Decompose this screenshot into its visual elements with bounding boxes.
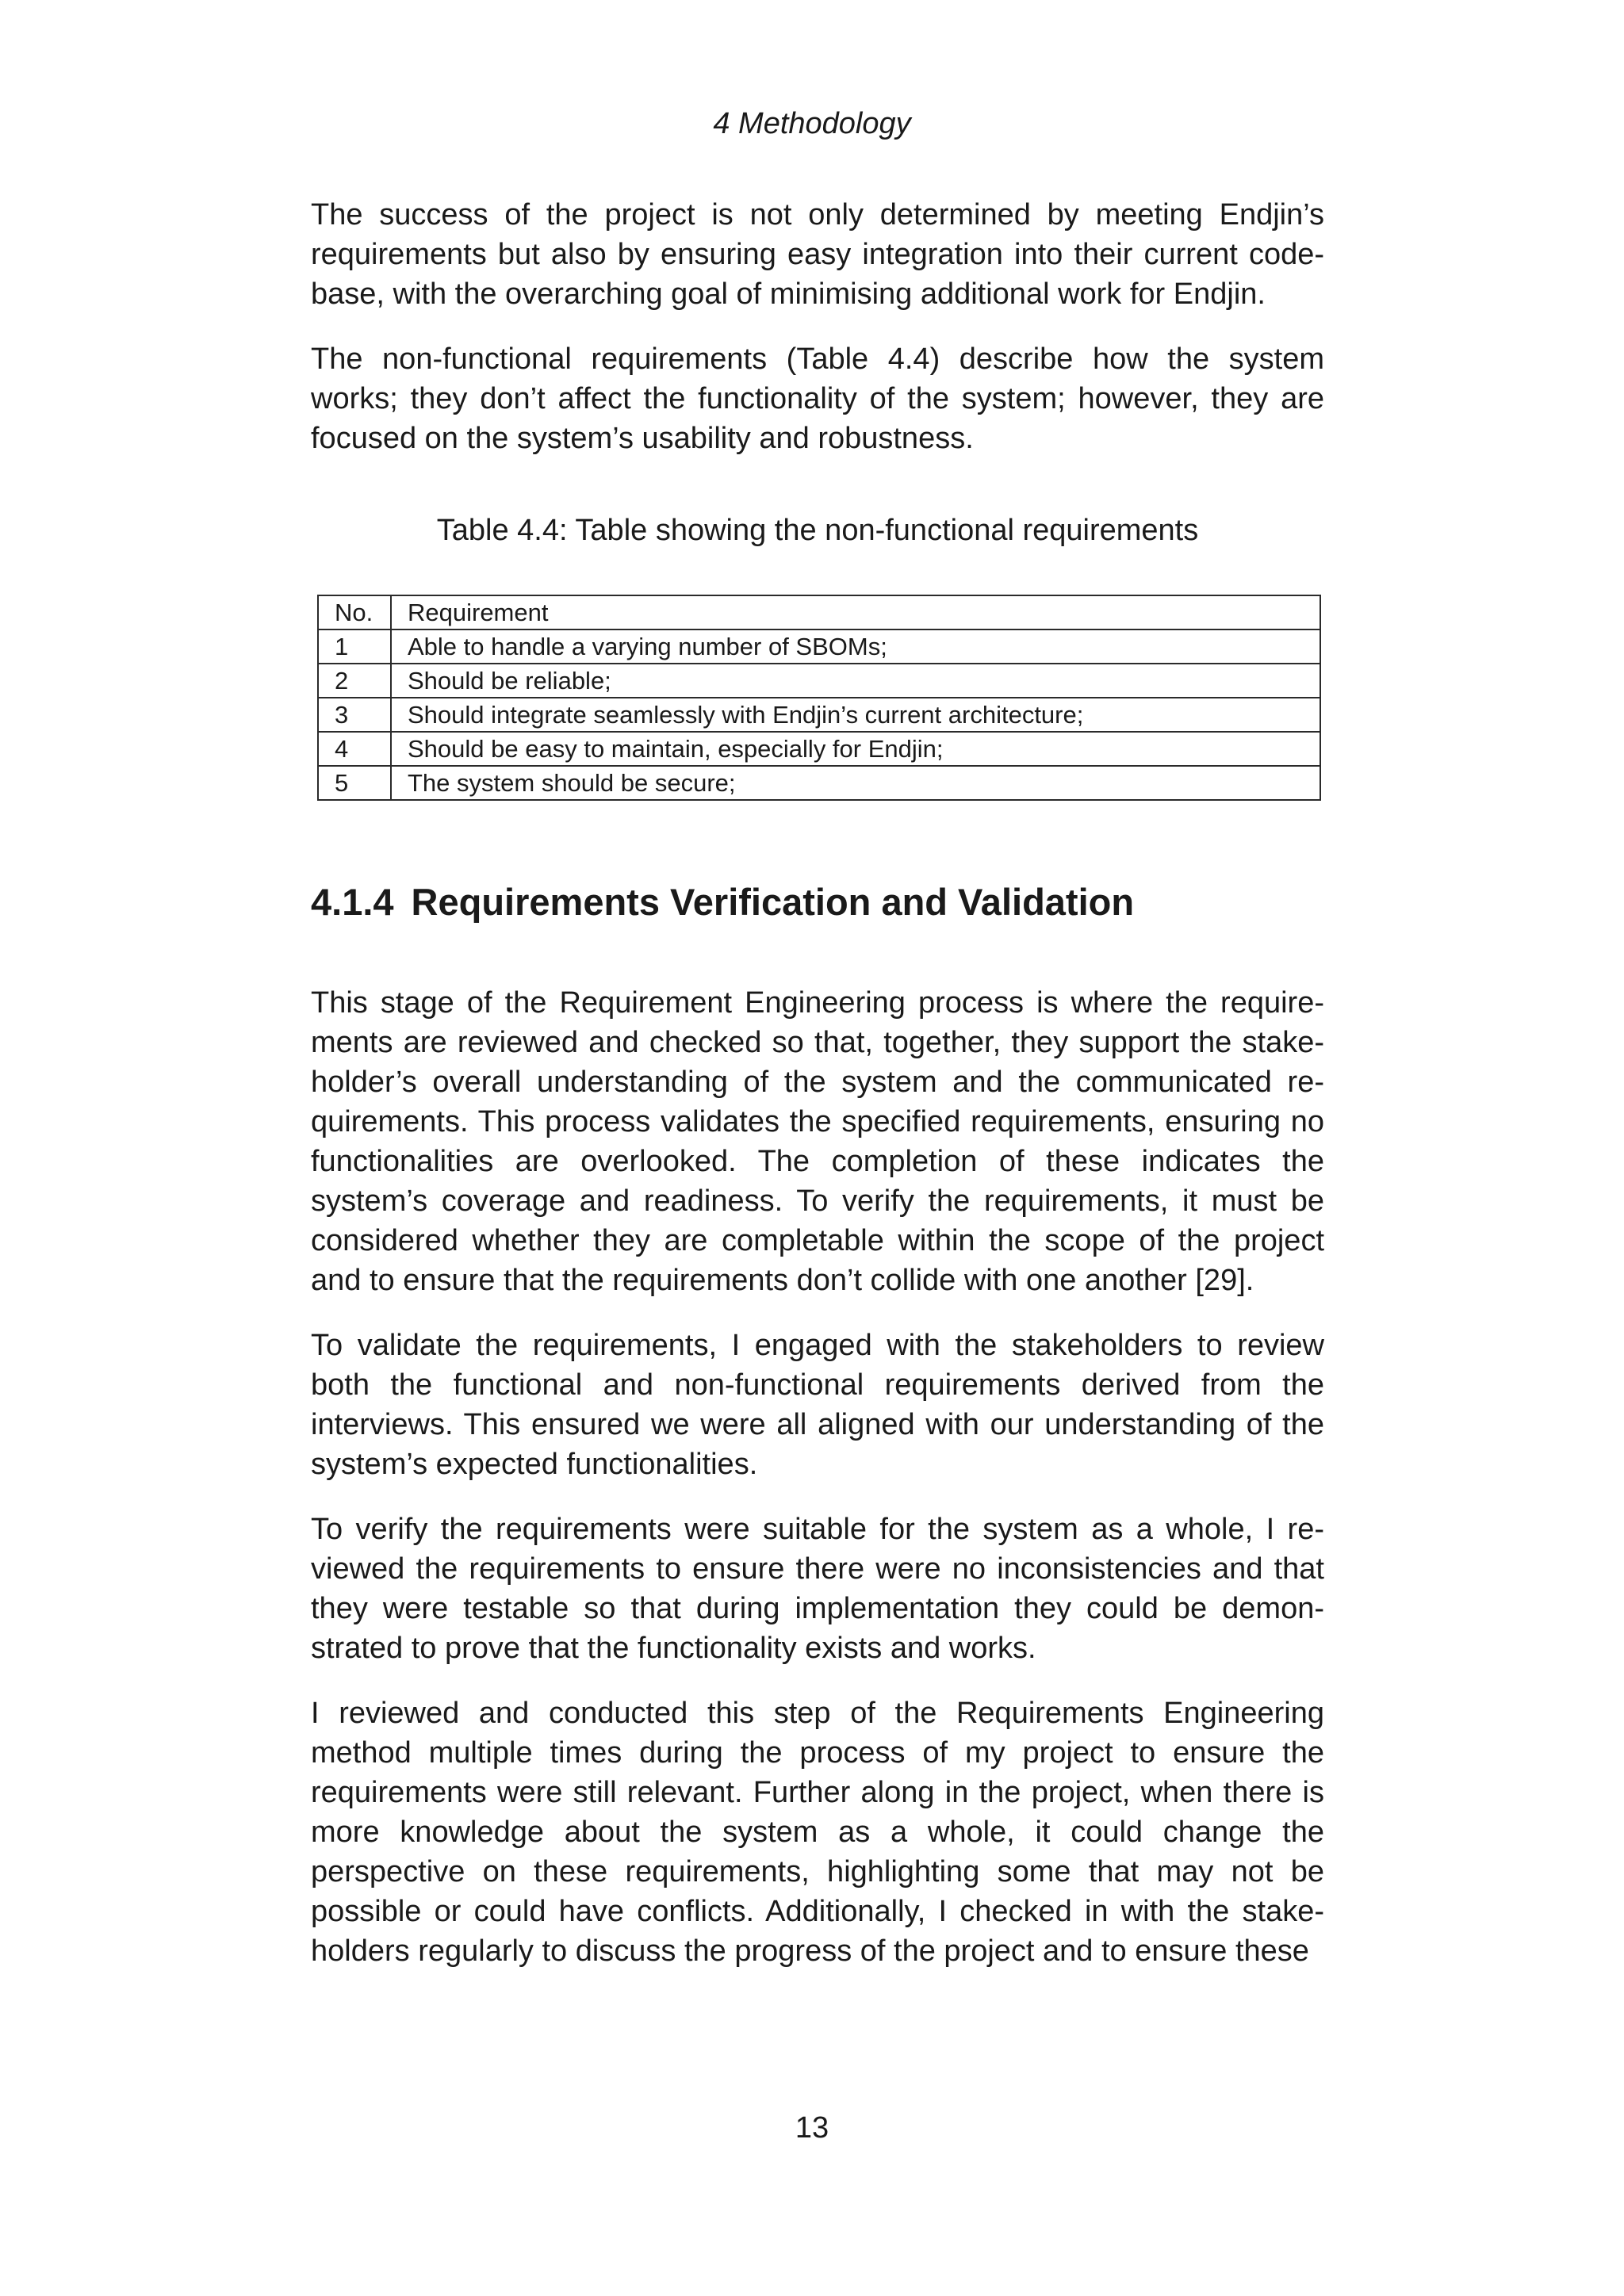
section-heading xyxy=(311,878,1324,926)
section-title: Requirements Verification and Validation xyxy=(411,881,1135,923)
section-paragraph-2: To validate the requirements, I engaged with the stakeholders to review both the functional and non-functional requirements derived from the interviews. This ensured we were all aligned with our understanding of the system’s expected functionalities. xyxy=(311,1329,1324,1481)
table-cell-number: 2 xyxy=(318,664,391,698)
table-cell-requirement: The system should be secure; xyxy=(391,766,1320,800)
requirements-table xyxy=(317,595,1321,801)
table-header-row xyxy=(318,595,1320,629)
table-cell-requirement: Should integrate seamlessly with Endjin’s current architecture; xyxy=(391,698,1320,732)
table-cell-number: 5 xyxy=(318,766,391,800)
table-header-cell: Requirement xyxy=(391,595,1320,629)
table-row xyxy=(318,732,1320,766)
running-header: 4 Methodology xyxy=(713,107,911,140)
table-cell-number: 4 xyxy=(318,732,391,766)
table-cell-requirement: Should be easy to maintain, especially for Endjin; xyxy=(391,732,1320,766)
intro-paragraph-1: The success of the project is not only determined by meeting Endjin’s requirements but also by ensuring easy integration into their current codebase, with the overarching goal of minimising additional work for Endjin. xyxy=(311,198,1324,311)
table-caption: Table 4.4: Table showing the non-functional requirements xyxy=(436,514,1199,547)
table-row xyxy=(318,664,1320,698)
section-paragraph-3: To verify the requirements were suitable for the system as a whole, I reviewed the requirements to ensure there were no inconsistencies and that they were testable so that during implementation they could be demonstrated to prove that the functionality exists and works. xyxy=(311,1513,1324,1665)
table-row xyxy=(318,629,1320,664)
table-header-cell: No. xyxy=(318,595,391,629)
table-cell-number: 1 xyxy=(318,629,391,664)
page-number: 13 xyxy=(795,2111,829,2145)
page-content xyxy=(311,195,1324,1996)
section-number: 4.1.4 xyxy=(311,881,394,923)
section-paragraph-1: This stage of the Requirement Engineering process is where the requirements are reviewed and checked so that, together, they support the stakeholder’s overall understanding of the system and the communicated requirements. This process validates the specified requirements, ensuring no functionalities are overlooked. The completion of these indicates the system’s coverage and readiness. To verify the requirements, it must be considered whether they are completable within the scope of the project and to ensure that the requirements don’t collide with one another [29]. xyxy=(311,986,1324,1297)
table-cell-number: 3 xyxy=(318,698,391,732)
table-cell-requirement: Should be reliable; xyxy=(391,664,1320,698)
table-row xyxy=(318,766,1320,800)
intro-paragraph-2: The non-functional requirements (Table 4.4) describe how the system works; they don’t affect the functionality of the system; however, they are focused on the system’s usability and robustness. xyxy=(311,342,1324,455)
table-row xyxy=(318,698,1320,732)
table-cell-requirement: Able to handle a varying number of SBOMs; xyxy=(391,629,1320,664)
section-paragraph-4: I reviewed and conducted this step of the Requirements Engineering method multiple times during the process of my project to ensure the requirements were still relevant. Further along in the project, when there is more knowledge about the system as a whole, it could change the perspective on these requirements, highlighting some that may not be possible or could have conflicts. Additionally, I checked in with the stakeholders regularly to discuss the progress of the project and to ensure these xyxy=(311,1697,1324,1968)
section-body xyxy=(311,983,1324,1971)
